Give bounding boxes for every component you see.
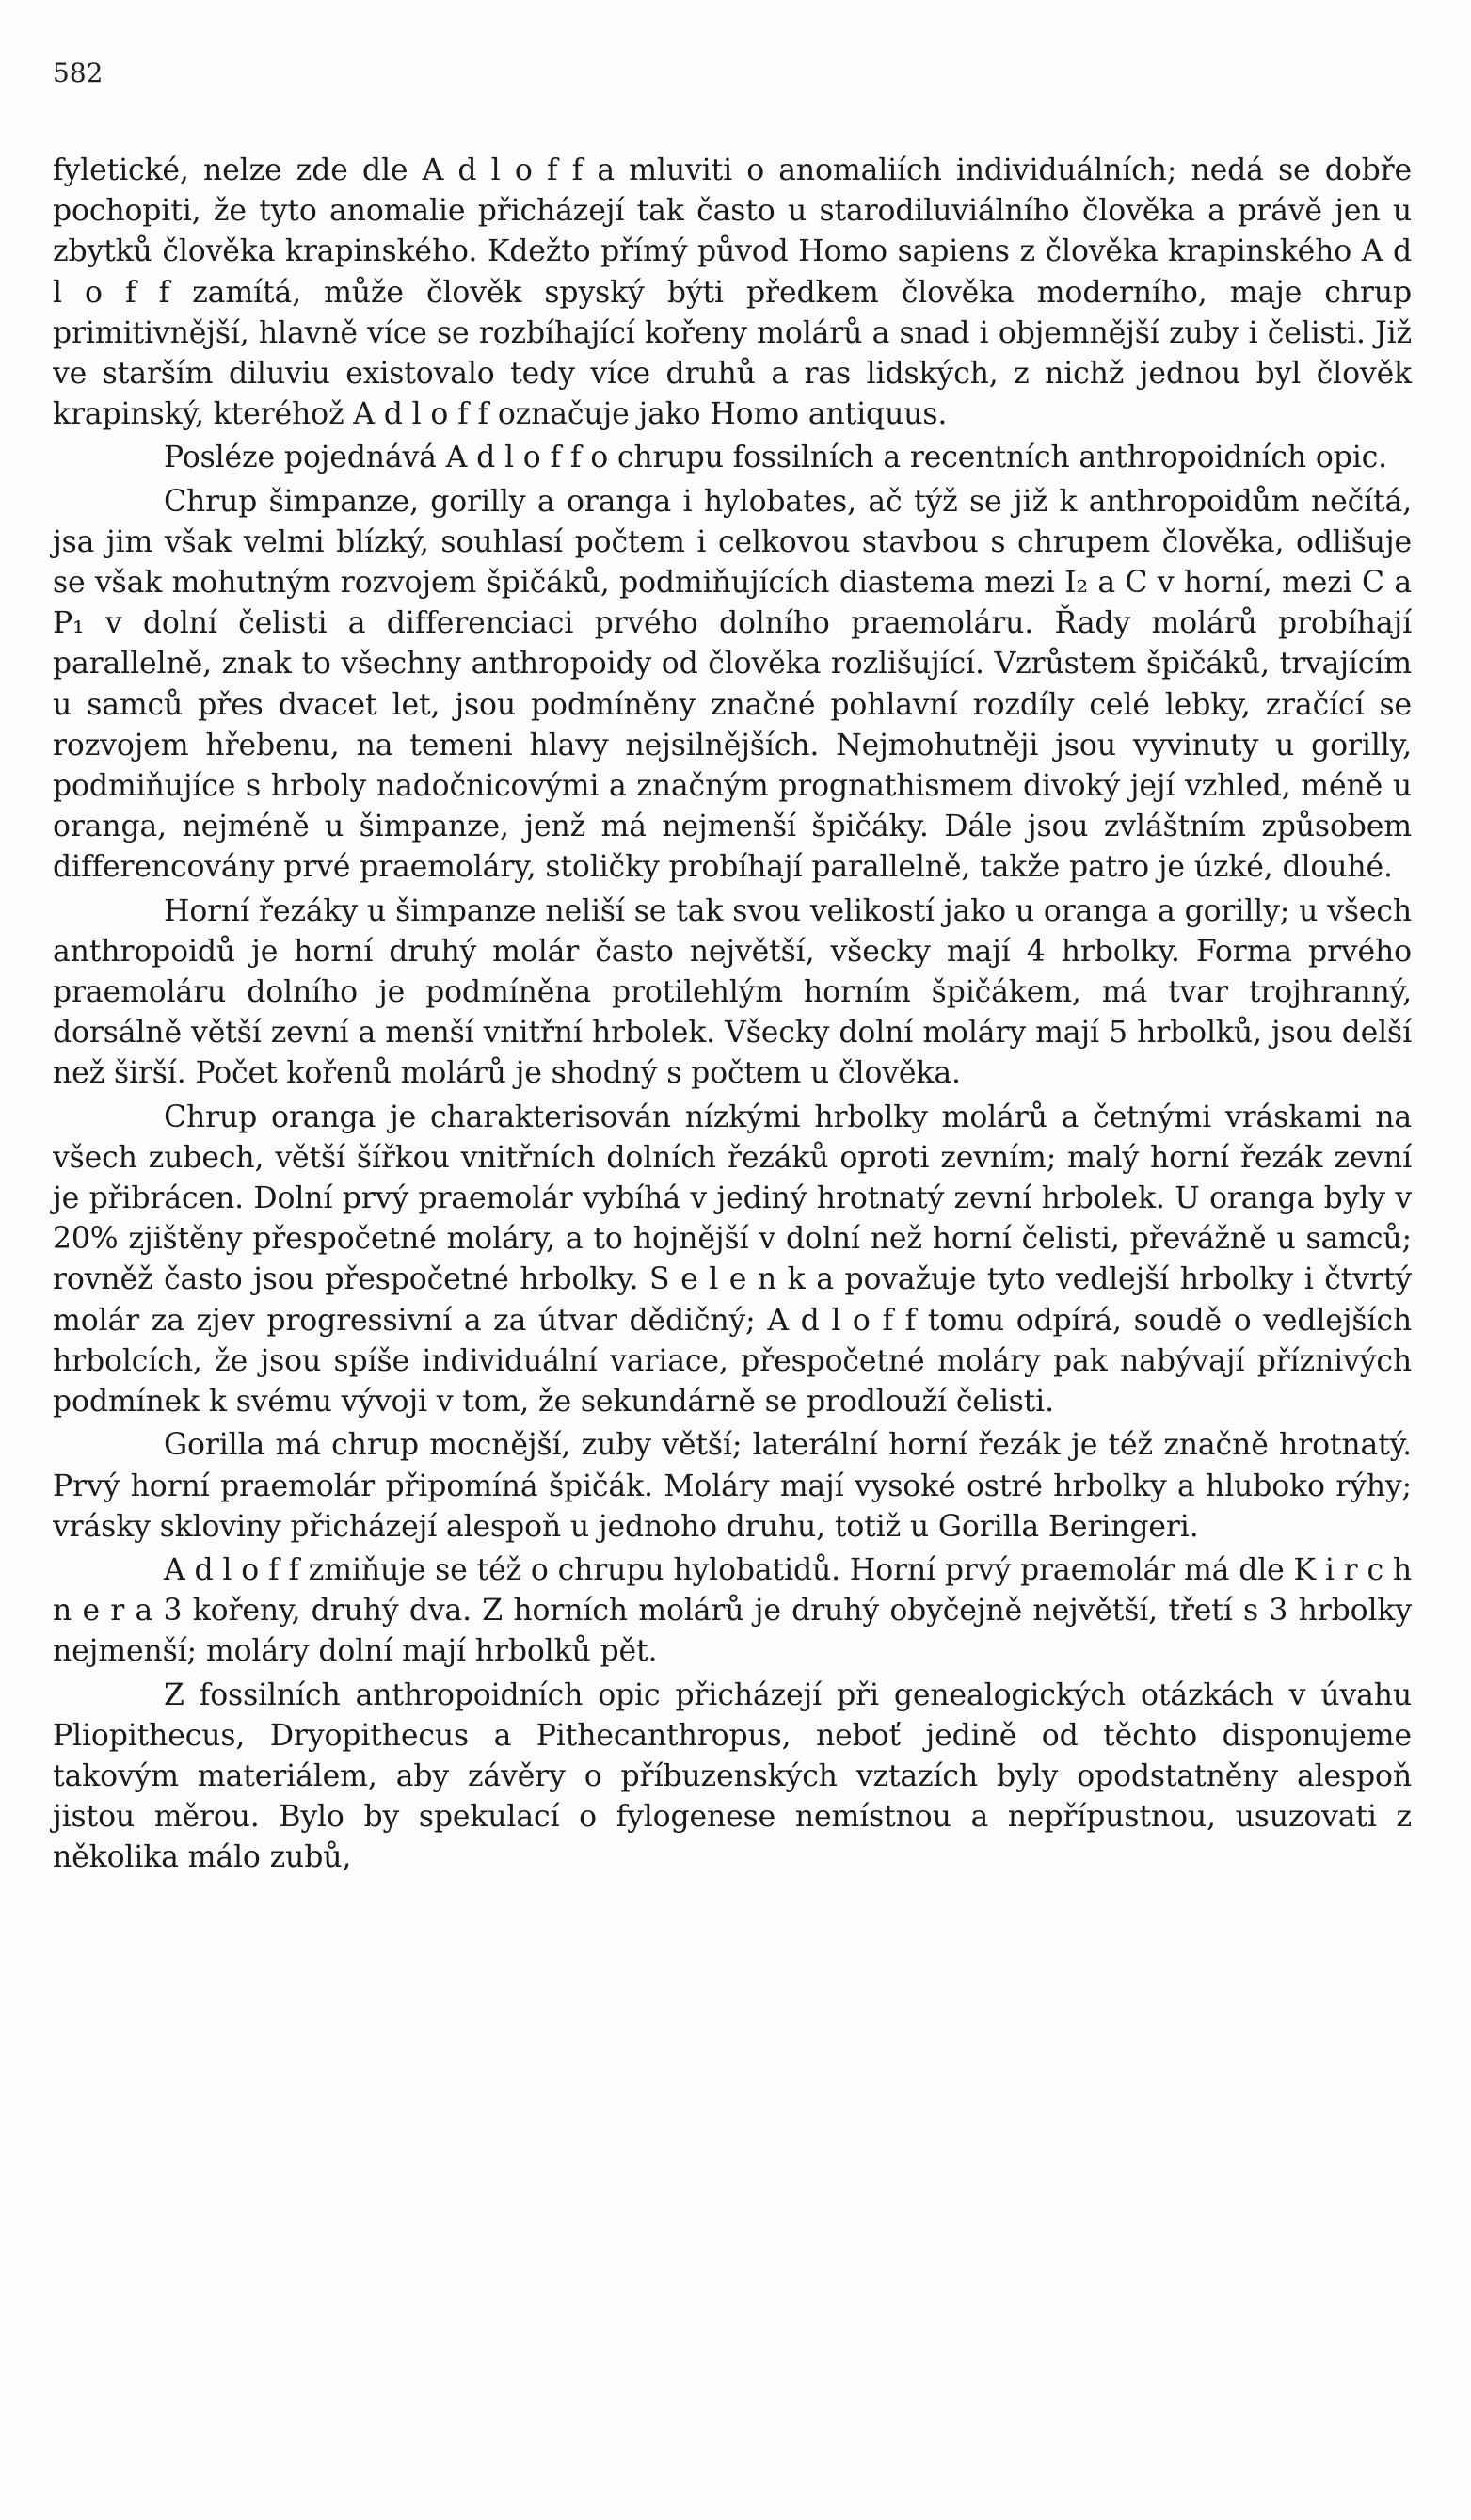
- paragraph-anthropoid-intro: Posléze pojednává A d l o f f o chrupu fossilních a recentních anthropoidních opic.: [164, 441, 1387, 475]
- paragraph-hylobates: A d l o f f zmiňuje se též o chrupu hylobatidů. Horní prvý praemolár má dle K i r c h n e r a 3 kořeny, druhý dva. Z horních molárů je druhý obyčejně největší, třetí s 3 hrbolky nejmenší; moláry dolní mají hrbolků pět.: [53, 1552, 1412, 1669]
- paragraph-orang: Chrup oranga je charakterisován nízkými hrbolky molárů a četnými vráskami na všech zubech, větší šířkou vnitřních dolních řezáků oproti zevním; malý horní řezák zevní je přibrácen. Dolní prvý praemolár vybíhá v jediný hrotnatý zevní hrbolek. U oranga byly v 20% zjištěny přespočetné moláry, a to hojnější v dolní než horní čelisti, převážně u samců; rovněž často jsou přespočetné hrbolky. S e l e n k a považuje tyto vedlejší hrbolky i čtvrtý molár za zjev progressivní a za útvar dědičný; A d l o f f tomu odpírá, soudě o vedlejších hrbolcích, že jsou spíše individuální variace, přespočetné moláry pak nabývají příznivých podmínek k svému vývoji v tom, že sekundárně se prodlouží čelisti.: [53, 1099, 1412, 1420]
- paragraph-fossil-anthropoids: Z fossilních anthropoidních opic přicházejí při genealogických otázkách v úvahu Pliopithecus, Dryopithecus a Pithecanthropus, neboť jedině od těchto disponujeme takovým materiálem, aby závěry o příbuzenských vztazích byly opodstatněny alespoň jistou měrou. Bylo by spekulací o fylogenese nemístnou a nepřípustnou, usuzovati z několika málo zubů,: [53, 1677, 1412, 1875]
- page-number: 582: [53, 57, 104, 88]
- paragraph-upper-incisors: Horní řezáky u šimpanze neliší se tak svou velikostí jako u oranga a gorilly; u všech anthropoidů je horní druhý molár často největší, všecky mají 4 hrbolky. Forma prvého praemoláru dolního je podmíněna protilehlým horním špičákem, má tvar trojhranný, dorsálně větší zevní a menší vnitřní hrbolek. Všecky dolní moláry mají 5 hrbolků, jsou delší než širší. Počet kořenů molárů je shodný s počtem u člověka.: [53, 893, 1412, 1091]
- body-text: [53, 151, 1412, 1882]
- paragraph-continuation: fyletické, nelze zde dle A d l o f f a mluviti o anomaliích individuálních; nedá se dobře pochopiti, že tyto anomalie přicházejí tak často u starodiluviálního člověka a právě jen u zbytků člověka krapinského. Kdežto přímý původ Homo sapiens z člověka krapinského A d l o f f zamítá, může člověk spyský býti předkem člověka moderního, maje chrup primitivnější, hlavně více se rozbíhající kořeny molárů a snad i objemnější zuby i čelisti. Již ve starším diluviu existovalo tedy více druhů a ras lidských, z nichž jednou byl člověk krapinský, kteréhož A d l o f f označuje jako Homo antiquus.: [53, 153, 1412, 432]
- paragraph-chimp-gorilla-orang: Chrup šimpanze, gorilly a oranga i hylobates, ač týž se již k anthropoidům nečítá, jsa jim však velmi blízký, souhlasí počtem i celkovou stavbou s chrupem člověka, odlišuje se však mohutným rozvojem špičáků, podmiňujících diastema mezi I₂ a C v horní, mezi C a P₁ v dolní čelisti a differenciaci prvého dolního praemoláru. Řady molárů probíhají parallelně, znak to všechny anthropoidy od člověka rozlišující. Vzrůstem špičáků, trvajícím u samců přes dvacet let, jsou podmíněny značné pohlavní rozdíly celé lebky, zračící se rozvojem hřebenu, na temeni hlavy nejsilnějších. Nejmohutněji jsou vyvinuty u gorilly, podmiňujíce s hrboly nadočnicovými a značným prognathismem divoký její vzhled, méně u oranga, nejméně u šimpanze, jenž má nejmenší špičáky. Dále jsou zvláštním způsobem differencovány prvé praemoláry, stoličky probíhají parallelně, takže patro je úzké, dlouhé.: [53, 484, 1412, 885]
- paragraph-gorilla: Gorilla má chrup mocnější, zuby větší; laterální horní řezák je též značně hrotnatý. Prvý horní praemolár připomíná špičák. Moláry mají vysoké ostré hrbolky a hluboko rýhy; vrásky skloviny přicházejí alespoň u jednoho druhu, totiž u Gorilla Beringeri.: [53, 1428, 1412, 1544]
